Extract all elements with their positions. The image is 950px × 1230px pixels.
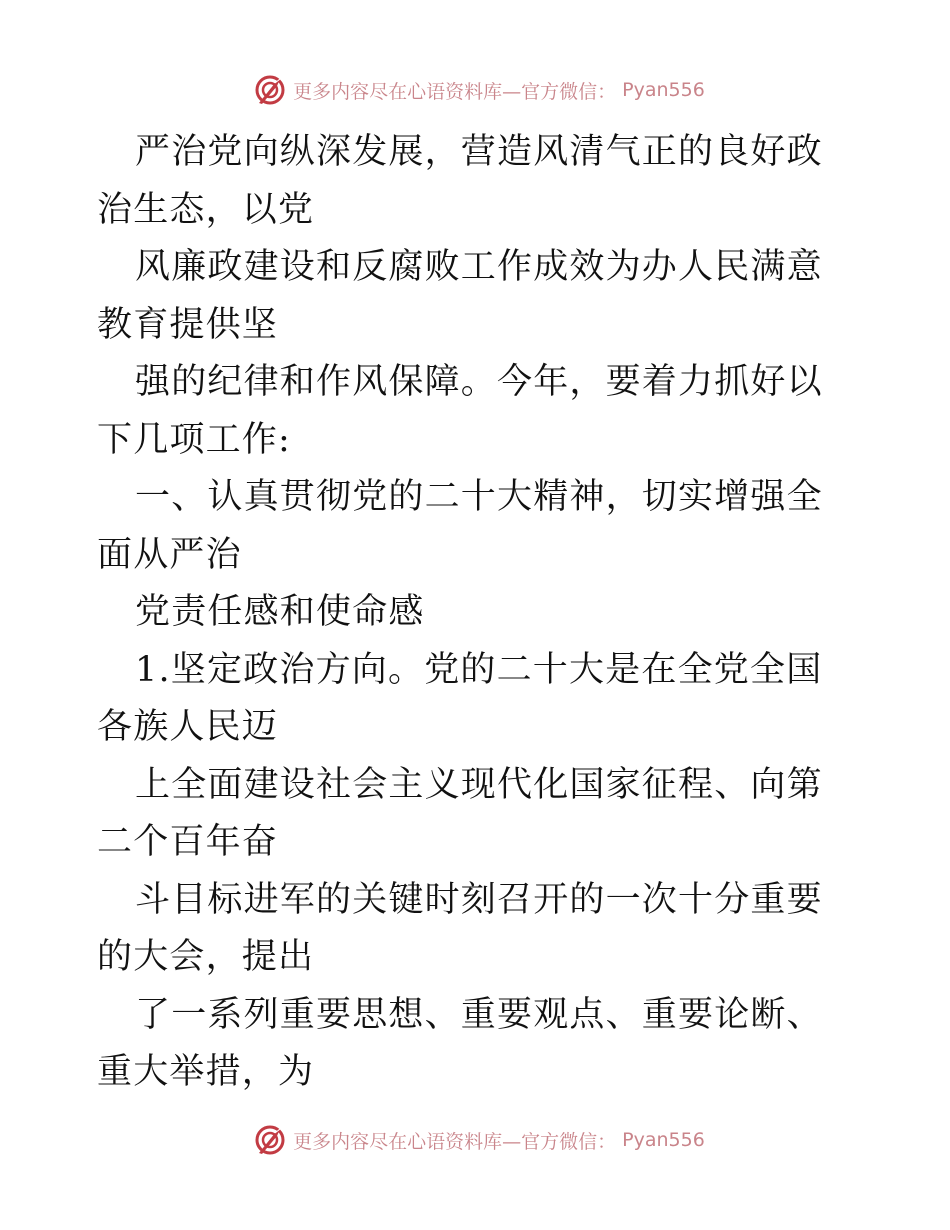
document-body bbox=[0, 124, 950, 1102]
paragraph: 1.坚定政治方向。党的二十大是在全党全国各族人民迈 bbox=[97, 649, 823, 747]
footer-watermark-banner bbox=[0, 1122, 950, 1158]
footer-watermark bbox=[253, 1123, 705, 1157]
quill-pen-logo-icon bbox=[253, 1123, 287, 1157]
section-heading: 一、认真贯彻党的二十大精神，切实增强全面从严治 bbox=[97, 477, 823, 575]
paragraph: 强的纪律和作风保障。今年，要着力抓好以下几项工作: bbox=[97, 362, 823, 460]
paragraph: 斗目标进军的关键时刻召开的一次十分重要的大会，提出 bbox=[97, 879, 823, 977]
paragraph: 上全面建设社会主义现代化国家征程、向第二个百年奋 bbox=[97, 764, 823, 862]
paragraph: 了一系列重要思想、重要观点、重要论断、重大举措，为 bbox=[97, 994, 823, 1092]
watermark-wechat-id: Pyan556 bbox=[622, 1129, 705, 1151]
paragraph: 严治党向纵深发展，营造风清气正的良好政治生态，以党 bbox=[97, 132, 823, 230]
section-heading-continued: 党责任感和使命感 bbox=[135, 592, 425, 632]
quill-pen-logo-icon bbox=[253, 73, 287, 107]
watermark-text: 更多内容尽在心语资料库—官方微信： bbox=[293, 1130, 617, 1153]
watermark-text: 更多内容尽在心语资料库—官方微信： bbox=[293, 80, 617, 103]
watermark-wechat-id: Pyan556 bbox=[622, 79, 705, 101]
header-watermark bbox=[253, 73, 705, 107]
header-watermark-banner bbox=[0, 72, 950, 108]
paragraph: 风廉政建设和反腐败工作成效为办人民满意教育提供坚 bbox=[97, 247, 823, 345]
